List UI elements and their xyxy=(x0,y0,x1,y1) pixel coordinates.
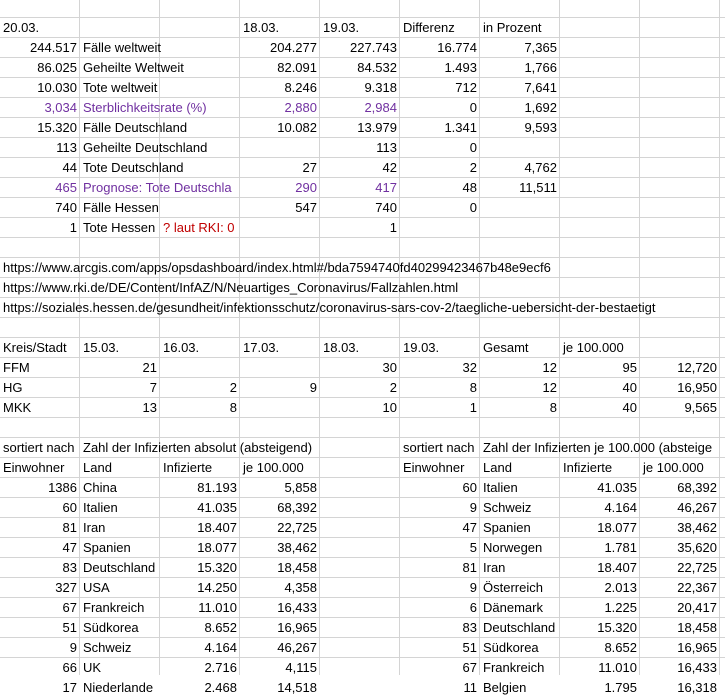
country-cell[interactable]: Norwegen xyxy=(483,540,543,555)
population-cell[interactable]: 60 xyxy=(62,500,77,515)
infected-cell[interactable]: 18.077 xyxy=(597,520,637,535)
source-link-cell[interactable]: https://www.arcgis.com/apps/opsdashboard/index.html#/bda7594740fd40299423467b48e9ecf6 xyxy=(3,260,551,275)
country-cell[interactable]: Deutschland xyxy=(483,620,556,635)
infected-cell[interactable]: 1.795 xyxy=(604,680,637,695)
value-1803-cell[interactable]: 27 xyxy=(302,160,317,175)
country-cell[interactable]: Frankreich xyxy=(83,600,145,615)
current-value-cell[interactable]: 465 xyxy=(55,180,77,195)
value-1803-cell[interactable]: 8.246 xyxy=(284,80,317,95)
metric-label-cell[interactable]: Prognose: Tote Deutschla xyxy=(83,180,232,195)
per-100k-cell[interactable]: 16,318 xyxy=(677,680,717,695)
percent-cell[interactable]: 7,641 xyxy=(524,80,557,95)
population-cell[interactable]: 9 xyxy=(69,640,77,655)
kreis-value-cell[interactable]: 13 xyxy=(142,400,157,415)
population-cell[interactable]: 83 xyxy=(62,560,77,575)
population-cell[interactable]: 51 xyxy=(462,640,477,655)
kreis-value-cell[interactable]: 8 xyxy=(229,400,237,415)
country-cell[interactable]: UK xyxy=(83,660,102,675)
infected-cell[interactable]: 81.193 xyxy=(197,480,237,495)
kreis-value-cell[interactable]: 2 xyxy=(389,380,397,395)
sorted-header-cell[interactable]: je 100.000 xyxy=(243,460,304,475)
per-100k-cell[interactable]: 46,267 xyxy=(277,640,317,655)
country-cell[interactable]: USA xyxy=(83,580,110,595)
current-value-cell[interactable]: 740 xyxy=(55,200,77,215)
per-100k-cell[interactable]: 20,417 xyxy=(677,600,717,615)
difference-cell[interactable]: 0 xyxy=(469,140,477,155)
percent-cell[interactable] xyxy=(480,218,560,238)
kreis-value-cell[interactable]: 16,950 xyxy=(677,380,717,395)
difference-cell[interactable]: 0 xyxy=(469,100,477,115)
country-cell[interactable]: Iran xyxy=(483,560,506,575)
country-cell[interactable]: Spanien xyxy=(483,520,531,535)
kreis-value-cell[interactable]: 12 xyxy=(542,360,557,375)
per-100k-cell[interactable]: 68,392 xyxy=(677,480,717,495)
value-1903-cell[interactable]: 417 xyxy=(375,180,397,195)
value-1903-cell[interactable]: 1 xyxy=(389,220,397,235)
per-100k-cell[interactable]: 16,433 xyxy=(677,660,717,675)
country-cell[interactable]: Iran xyxy=(83,520,106,535)
header-date-current[interactable]: 20.03. xyxy=(3,20,40,35)
population-cell[interactable]: 47 xyxy=(62,540,77,555)
current-value-cell[interactable]: 3,034 xyxy=(44,100,77,115)
infected-cell[interactable]: 41.035 xyxy=(597,480,637,495)
per-100k-cell[interactable]: 38,462 xyxy=(677,520,717,535)
population-cell[interactable]: 9 xyxy=(469,580,477,595)
country-cell[interactable]: Südkorea xyxy=(83,620,139,635)
country-cell[interactable]: Südkorea xyxy=(483,640,539,655)
value-1903-cell[interactable]: 2,984 xyxy=(364,100,397,115)
percent-cell[interactable] xyxy=(480,198,560,218)
rki-note-cell[interactable]: ? laut RKI: 0 xyxy=(163,220,235,235)
metric-label-cell[interactable]: Tote Hessen xyxy=(83,220,156,235)
source-link-cell[interactable]: https://soziales.hessen.de/gesundheit/infektionsschutz/coronavirus-sars-cov-2/taegliche-uebersicht-der-bestaetigt xyxy=(3,300,656,315)
source-link-cell[interactable]: https://www.rki.de/DE/Content/InfAZ/N/Neuartiges_Coronavirus/Fallzahlen.html xyxy=(3,280,459,295)
infected-cell[interactable]: 11.010 xyxy=(198,600,237,615)
per-100k-cell[interactable]: 16,965 xyxy=(677,640,717,655)
infected-cell[interactable]: 4.164 xyxy=(204,640,237,655)
sorted-title-absolute[interactable]: sortiert nach xyxy=(3,440,75,455)
current-value-cell[interactable]: 44 xyxy=(62,160,77,175)
header-differenz[interactable]: Differenz xyxy=(403,20,455,35)
country-cell[interactable]: Schweiz xyxy=(83,640,132,655)
current-value-cell[interactable]: 10.030 xyxy=(37,80,77,95)
kreis-value-cell[interactable]: 7 xyxy=(149,380,157,395)
current-value-cell[interactable]: 15.320 xyxy=(37,120,77,135)
value-1903-cell[interactable]: 740 xyxy=(375,200,397,215)
population-cell[interactable]: 67 xyxy=(462,660,477,675)
sorted-header-cell[interactable]: Infizierte xyxy=(563,460,613,475)
percent-cell[interactable]: 4,762 xyxy=(524,160,557,175)
sorted-title-per-100k[interactable]: sortiert nach xyxy=(403,440,475,455)
metric-label-cell[interactable]: Fälle Hessen xyxy=(83,200,159,215)
sorted-header-cell[interactable]: Einwohner xyxy=(403,460,465,475)
percent-cell[interactable]: 9,593 xyxy=(524,120,557,135)
infected-cell[interactable]: 11.010 xyxy=(598,660,637,675)
value-1803-cell[interactable] xyxy=(240,218,320,238)
value-1803-cell[interactable]: 10.082 xyxy=(277,120,317,135)
kreis-name-cell[interactable]: FFM xyxy=(3,360,30,375)
infected-cell[interactable]: 8.652 xyxy=(604,640,637,655)
infected-cell[interactable]: 1.781 xyxy=(604,540,637,555)
value-1803-cell[interactable]: 290 xyxy=(295,180,317,195)
kreis-value-cell[interactable]: 30 xyxy=(382,360,397,375)
country-cell[interactable]: Deutschland xyxy=(83,560,156,575)
per-100k-cell[interactable]: 18,458 xyxy=(277,560,317,575)
country-cell[interactable]: Belgien xyxy=(483,680,527,695)
population-cell[interactable]: 81 xyxy=(462,560,477,575)
kreis-header-cell[interactable]: 18.03. xyxy=(323,340,360,355)
difference-cell[interactable] xyxy=(400,218,480,238)
infected-cell[interactable]: 14.250 xyxy=(197,580,237,595)
kreis-header-cell[interactable]: 17.03. xyxy=(243,340,280,355)
kreis-value-cell[interactable] xyxy=(160,358,240,378)
infected-cell[interactable]: 18.407 xyxy=(597,560,637,575)
value-1903-cell[interactable]: 84.532 xyxy=(357,60,397,75)
population-cell[interactable]: 11 xyxy=(463,680,477,695)
kreis-header-cell[interactable]: 15.03. xyxy=(83,340,120,355)
per-100k-cell[interactable]: 18,458 xyxy=(677,620,717,635)
country-cell[interactable]: Italien xyxy=(483,480,518,495)
kreis-header-cell[interactable]: je 100.000 xyxy=(563,340,624,355)
sorted-header-cell[interactable]: Land xyxy=(83,460,112,475)
kreis-value-cell[interactable]: 32 xyxy=(462,360,477,375)
sorted-subtitle-per-100k[interactable]: Zahl der Infizierten je 100.000 (absteige xyxy=(483,440,713,455)
kreis-value-cell[interactable]: 9,565 xyxy=(684,400,717,415)
metric-label-cell[interactable]: Sterblichkeitsrate (%) xyxy=(83,100,207,115)
population-cell[interactable]: 81 xyxy=(62,520,77,535)
country-cell[interactable]: China xyxy=(83,480,117,495)
metric-label-cell[interactable]: Tote Deutschland xyxy=(83,160,184,175)
population-cell[interactable]: 67 xyxy=(62,600,77,615)
difference-cell[interactable]: 2 xyxy=(469,160,477,175)
kreis-header-cell[interactable]: 16.03. xyxy=(163,340,200,355)
kreis-name-cell[interactable]: MKK xyxy=(3,400,32,415)
kreis-value-cell[interactable]: 12 xyxy=(542,380,557,395)
population-cell[interactable]: 5 xyxy=(469,540,477,555)
infected-cell[interactable]: 15.320 xyxy=(197,560,237,575)
value-1903-cell[interactable]: 42 xyxy=(382,160,397,175)
per-100k-cell[interactable]: 38,462 xyxy=(277,540,317,555)
kreis-value-cell[interactable]: 10 xyxy=(382,400,397,415)
current-value-cell[interactable]: 113 xyxy=(56,140,77,155)
kreis-value-cell[interactable]: 40 xyxy=(622,380,637,395)
current-value-cell[interactable]: 244.517 xyxy=(30,40,77,55)
percent-cell[interactable] xyxy=(480,138,560,158)
metric-label-cell[interactable]: Geheilte Weltweit xyxy=(83,60,184,75)
country-cell[interactable]: Österreich xyxy=(483,580,543,595)
kreis-header-cell[interactable]: Gesamt xyxy=(483,340,529,355)
metric-label-cell[interactable]: Fälle Deutschland xyxy=(83,120,188,135)
per-100k-cell[interactable]: 22,725 xyxy=(677,560,717,575)
infected-cell[interactable]: 2.716 xyxy=(204,660,237,675)
infected-cell[interactable]: 1.225 xyxy=(604,600,637,615)
kreis-value-cell[interactable]: 8 xyxy=(469,380,477,395)
per-100k-cell[interactable]: 4,115 xyxy=(285,660,317,675)
difference-cell[interactable]: 48 xyxy=(462,180,477,195)
infected-cell[interactable]: 2.468 xyxy=(204,680,237,695)
current-value-cell[interactable]: 86.025 xyxy=(37,60,77,75)
current-value-cell[interactable]: 1 xyxy=(69,220,77,235)
country-cell[interactable]: Frankreich xyxy=(483,660,545,675)
sorted-header-cell[interactable]: Einwohner xyxy=(3,460,65,475)
percent-cell[interactable]: 11,511 xyxy=(519,180,557,195)
per-100k-cell[interactable]: 46,267 xyxy=(677,500,717,515)
per-100k-cell[interactable]: 68,392 xyxy=(277,500,317,515)
value-1903-cell[interactable]: 13.979 xyxy=(357,120,397,135)
country-cell[interactable]: Dänemark xyxy=(483,600,543,615)
percent-cell[interactable]: 1,766 xyxy=(524,60,557,75)
metric-label-cell[interactable]: Tote weltweit xyxy=(83,80,158,95)
difference-cell[interactable]: 16.774 xyxy=(437,40,477,55)
country-cell[interactable]: Italien xyxy=(83,500,118,515)
per-100k-cell[interactable]: 35,620 xyxy=(677,540,717,555)
population-cell[interactable]: 17 xyxy=(62,680,77,695)
value-1803-cell[interactable] xyxy=(240,138,320,158)
per-100k-cell[interactable]: 16,433 xyxy=(277,600,317,615)
population-cell[interactable]: 83 xyxy=(462,620,477,635)
infected-cell[interactable]: 2.013 xyxy=(604,580,637,595)
infected-cell[interactable]: 18.077 xyxy=(197,540,237,555)
kreis-value-cell[interactable]: 9 xyxy=(309,380,317,395)
value-1803-cell[interactable]: 204.277 xyxy=(270,40,317,55)
kreis-name-cell[interactable]: HG xyxy=(3,380,23,395)
per-100k-cell[interactable]: 4,358 xyxy=(284,580,317,595)
kreis-value-cell[interactable]: 2 xyxy=(229,380,237,395)
sorted-subtitle-absolute[interactable]: Zahl der Infizierten absolut (absteigend) xyxy=(83,440,313,455)
infected-cell[interactable]: 18.407 xyxy=(197,520,237,535)
per-100k-cell[interactable]: 16,965 xyxy=(277,620,317,635)
difference-cell[interactable]: 1.493 xyxy=(444,60,477,75)
kreis-value-cell[interactable]: 21 xyxy=(142,360,157,375)
country-cell[interactable]: Spanien xyxy=(83,540,131,555)
population-cell[interactable]: 327 xyxy=(55,580,77,595)
per-100k-cell[interactable]: 22,725 xyxy=(277,520,317,535)
percent-cell[interactable]: 7,365 xyxy=(524,40,557,55)
header-date-1903[interactable]: 19.03. xyxy=(323,20,360,35)
population-cell[interactable]: 60 xyxy=(462,480,477,495)
value-1803-cell[interactable]: 547 xyxy=(295,200,317,215)
kreis-value-cell[interactable] xyxy=(240,398,320,418)
infected-cell[interactable]: 15.320 xyxy=(597,620,637,635)
header-date-1803[interactable]: 18.03. xyxy=(243,20,280,35)
sorted-header-cell[interactable]: je 100.000 xyxy=(643,460,704,475)
infected-cell[interactable]: 8.652 xyxy=(204,620,237,635)
kreis-value-cell[interactable]: 8 xyxy=(549,400,557,415)
kreis-value-cell[interactable]: 12,720 xyxy=(677,360,717,375)
kreis-value-cell[interactable]: 1 xyxy=(469,400,477,415)
kreis-value-cell[interactable] xyxy=(240,358,320,378)
infected-cell[interactable]: 4.164 xyxy=(604,500,637,515)
country-cell[interactable]: Schweiz xyxy=(483,500,532,515)
kreis-value-cell[interactable]: 95 xyxy=(622,360,637,375)
value-1803-cell[interactable]: 2,880 xyxy=(284,100,317,115)
infected-cell[interactable]: 41.035 xyxy=(197,500,237,515)
difference-cell[interactable]: 1.341 xyxy=(444,120,477,135)
value-1903-cell[interactable]: 9.318 xyxy=(364,80,397,95)
value-1803-cell[interactable]: 82.091 xyxy=(277,60,317,75)
kreis-value-cell[interactable]: 40 xyxy=(622,400,637,415)
per-100k-cell[interactable]: 5,858 xyxy=(284,480,317,495)
population-cell[interactable]: 47 xyxy=(462,520,477,535)
country-cell[interactable]: Niederlande xyxy=(83,680,154,695)
metric-label-cell[interactable]: Fälle weltweit xyxy=(83,40,162,55)
population-cell[interactable]: 66 xyxy=(62,660,77,675)
percent-cell[interactable]: 1,692 xyxy=(524,100,557,115)
value-1903-cell[interactable]: 227.743 xyxy=(350,40,397,55)
population-cell[interactable]: 9 xyxy=(469,500,477,515)
population-cell[interactable]: 51 xyxy=(62,620,77,635)
kreis-header-cell[interactable]: Kreis/Stadt xyxy=(3,340,67,355)
per-100k-cell[interactable]: 14,518 xyxy=(277,680,317,695)
value-1903-cell[interactable]: 113 xyxy=(376,140,397,155)
population-cell[interactable]: 1386 xyxy=(48,480,77,495)
population-cell[interactable]: 6 xyxy=(469,600,477,615)
kreis-header-cell[interactable]: 19.03. xyxy=(403,340,440,355)
difference-cell[interactable]: 712 xyxy=(455,80,477,95)
sorted-header-cell[interactable]: Land xyxy=(483,460,512,475)
metric-label-cell[interactable]: Geheilte Deutschland xyxy=(83,140,208,155)
difference-cell[interactable]: 0 xyxy=(469,200,477,215)
per-100k-cell[interactable]: 22,367 xyxy=(677,580,717,595)
header-in-prozent[interactable]: in Prozent xyxy=(483,20,542,35)
sorted-header-cell[interactable]: Infizierte xyxy=(163,460,213,475)
